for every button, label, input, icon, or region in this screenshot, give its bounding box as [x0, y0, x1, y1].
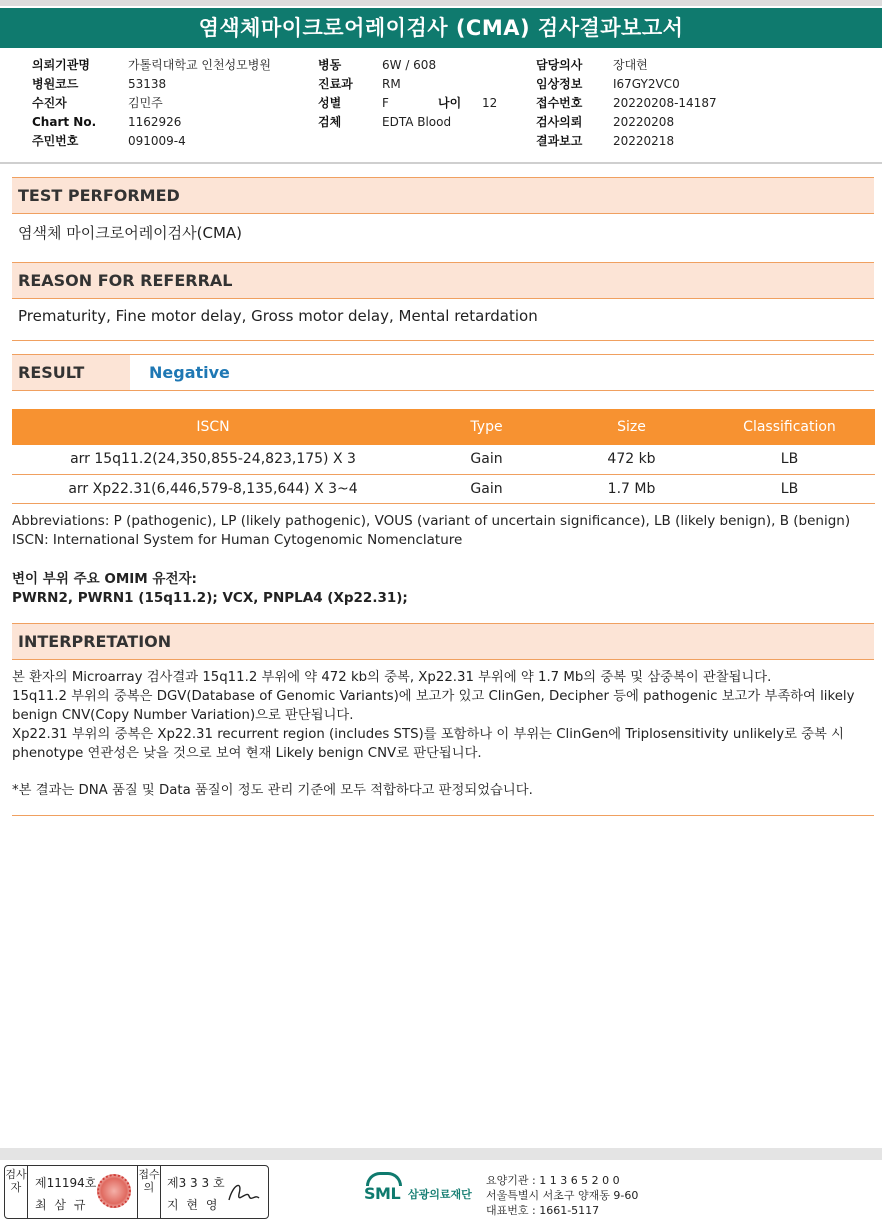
test-performed-text: 염색체 마이크로어레이검사(CMA) [18, 224, 243, 242]
field-label: 담당의사 [536, 58, 583, 72]
signature-box [4, 1165, 269, 1219]
field-label: 임상정보 [536, 77, 583, 91]
logo-text: SML [364, 1184, 401, 1203]
cell-size: 472 kb [559, 445, 704, 474]
field-label: 성별 [318, 96, 342, 110]
signature [225, 1176, 265, 1210]
cell-classification: LB [704, 474, 875, 503]
referral-heading: REASON FOR REFERRAL [12, 262, 874, 299]
field-label: 검사의뢰 [536, 115, 583, 129]
cell-size: 1.7 Mb [559, 474, 704, 503]
patient-info-col2 [318, 56, 518, 132]
phone-number: 대표번호 : 1661-5117 [486, 1204, 600, 1217]
approver-license: 제3 3 3 호 [167, 1176, 225, 1190]
divider [27, 1166, 28, 1218]
report-date: 20220218 [613, 134, 675, 148]
omim-gene-list: PWRN2, PWRN1 (15q11.2); VCX, PNPLA4 (Xp22.31); [12, 590, 408, 606]
abbreviations [12, 512, 874, 550]
table-row [12, 474, 875, 503]
divider [160, 1166, 161, 1218]
interpretation-paragraph: Xp22.31 부위의 중복은 Xp22.31 recurrent region (includes STS)를 포함하나 이 부위는 ClinGen에 Triplosensitivity unlikely로 중복 시 phenotype 연관성은 낮을 것으로 보여 현재 Likely benign CNV로 판단됩니다. [12, 727, 844, 761]
result-row [12, 354, 874, 391]
column-header-iscn: ISCN [12, 409, 414, 445]
column-header-classification: Classification [704, 409, 875, 445]
result-value: Negative [149, 363, 230, 382]
field-label: 나이 [438, 96, 462, 110]
interpretation-paragraph: 본 환자의 Microarray 검사결과 15q11.2 부위에 약 472 kb의 중복, Xp22.31 부위에 약 1.7 Mb의 중복 및 삼중복이 관찰됩니다. [12, 670, 772, 685]
hospital-name: 가톨릭대학교 인천성모병원 [128, 58, 271, 72]
patient-name: 김민주 [128, 96, 163, 110]
sml-logo [364, 1172, 484, 1210]
quality-note: *본 결과는 DNA 품질 및 Data 품질이 정도 관리 기준에 모두 적합하다고 판정되었습니다. [12, 783, 533, 798]
approver-label: 접수의 [138, 1168, 160, 1194]
interpretation-heading: INTERPRETATION [12, 623, 874, 660]
resident-number: 091009-4 [128, 134, 186, 148]
institution-code: 요양기관 : 1 1 3 6 5 2 0 0 [486, 1174, 620, 1187]
patient-info [0, 48, 882, 164]
field-label: 병원코드 [32, 77, 79, 91]
abbreviations-line: Abbreviations: P (pathogenic), LP (likely pathogenic), VOUS (variant of uncertain significance), LB (likely benign), B (benign) [12, 513, 851, 529]
top-border [0, 0, 882, 6]
interpretation-paragraph: 15q11.2 부위의 중복은 DGV(Database of Genomic Variants)에 보고가 있고 ClinGen, Decipher 등에 pathogenic 보고가 부족하여 likely benign CNV(Copy Number Variation)으로 판단됩니다. [12, 689, 855, 723]
patient-info-col3 [536, 56, 866, 151]
patient-info-col1 [32, 56, 292, 151]
field-label: 병동 [318, 58, 342, 72]
field-label: 주민번호 [32, 134, 79, 148]
column-header-size: Size [559, 409, 704, 445]
table-row [12, 445, 875, 474]
report-title: 염색체마이크로어레이검사 (CMA) 검사결과보고서 [0, 8, 882, 48]
clinical-info: I67GY2VC0 [613, 77, 680, 91]
reviewer-name: 최 삼 규 [35, 1198, 88, 1212]
test-performed-heading: TEST PERFORMED [12, 177, 874, 214]
field-label: 진료과 [318, 77, 353, 91]
field-label: 접수번호 [536, 96, 583, 110]
contact-info [486, 1173, 638, 1218]
request-date: 20220208 [613, 115, 675, 129]
referral-text: Prematurity, Fine motor delay, Gross motor delay, Mental retardation [18, 307, 538, 325]
cell-iscn: arr Xp22.31(6,446,579-8,135,644) X 3~4 [12, 474, 414, 503]
chart-number: 1162926 [128, 115, 182, 129]
cell-type: Gain [414, 445, 559, 474]
cnv-table [12, 409, 875, 504]
omim-genes [12, 570, 874, 608]
omim-title: 변이 부위 주요 OMIM 유전자: [12, 571, 197, 587]
footer-divider [0, 1148, 882, 1160]
age: 12 [482, 96, 498, 110]
field-label: Chart No. [32, 115, 97, 129]
interpretation-text [12, 668, 874, 800]
receipt-number: 20220208-14187 [613, 96, 717, 110]
field-label: 수진자 [32, 96, 67, 110]
department: RM [382, 77, 401, 91]
ward: 6W / 608 [382, 58, 437, 72]
table-header-row [12, 409, 875, 445]
field-label: 검체 [318, 115, 342, 129]
iscn-definition: ISCN: International System for Human Cytogenomic Nomenclature [12, 532, 463, 548]
specimen: EDTA Blood [382, 115, 452, 129]
divider [12, 340, 874, 341]
hospital-code: 53138 [128, 77, 167, 91]
field-label: 의뢰기관명 [32, 58, 90, 72]
doctor: 장대현 [613, 58, 648, 72]
cell-classification: LB [704, 445, 875, 474]
reviewer-license: 제11194호 [35, 1176, 97, 1190]
organization-name: 삼광의료재단 [408, 1188, 472, 1201]
sex: F [382, 96, 389, 110]
cell-type: Gain [414, 474, 559, 503]
column-header-type: Type [414, 409, 559, 445]
divider [12, 815, 874, 816]
official-seal [97, 1174, 131, 1208]
field-label: 결과보고 [536, 134, 583, 148]
approver-name: 지 현 영 [167, 1198, 220, 1212]
address: 서울특별시 서초구 양재동 9-60 [486, 1189, 639, 1202]
reviewer-label: 검사자 [5, 1168, 27, 1194]
result-label: RESULT [12, 355, 130, 390]
cell-iscn: arr 15q11.2(24,350,855-24,823,175) X 3 [12, 445, 414, 474]
